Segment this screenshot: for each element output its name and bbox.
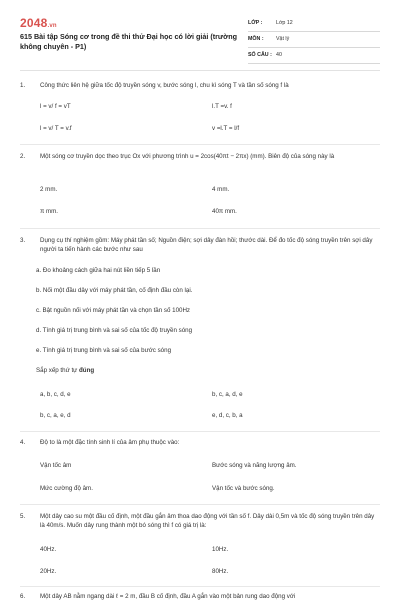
question-divider — [20, 144, 380, 145]
option-b[interactable]: 4 mm. — [212, 186, 230, 193]
question-number: 4. — [20, 439, 26, 446]
question-number: 6. — [20, 593, 26, 600]
meta-row-subject — [248, 32, 380, 48]
meta-value: Lớp 12 — [276, 20, 293, 26]
meta-row-count — [248, 48, 380, 64]
question-divider — [20, 504, 380, 505]
order-prompt — [36, 367, 94, 374]
meta-value: Vật lý — [276, 36, 290, 42]
question-number: 5. — [20, 513, 26, 520]
option-c[interactable]: Mức cường độ âm. — [40, 485, 93, 492]
option-c[interactable]: b, c, a, e, d — [40, 412, 71, 419]
step-a: a. Đo khoảng cách giữa hai nút liền tiếp 5 lần — [36, 267, 161, 274]
question-divider — [20, 431, 380, 432]
question-stem: Công thức liên hệ giữa tốc độ truyền sóng v, bước sóng l, chu kì sóng T và tần số sóng f là — [40, 82, 289, 89]
option-d[interactable]: v =l.T = l/f — [212, 125, 240, 132]
option-c[interactable]: l = v/ T = v.f — [40, 125, 72, 132]
step-c: c. Bật nguồn nối với máy phát tần và chọn tần số 100Hz — [36, 307, 191, 314]
question-number: 3. — [20, 237, 26, 244]
header-divider — [20, 70, 380, 71]
question-number: 2. — [20, 153, 26, 160]
step-e: e. Tính giá trị trung bình và sai số của bước sóng — [36, 347, 172, 354]
step-d: d. Tính giá trị trung bình và sai số của tốc độ truyền sóng — [36, 327, 193, 334]
meta-key: LỚP : — [248, 20, 263, 26]
option-d[interactable]: e, d, c, b, a — [212, 412, 243, 419]
question-stem: Độ to là một đặc tính sinh lí của âm phụ thuộc vào: — [40, 439, 180, 446]
option-b[interactable]: 10Hz. — [212, 546, 229, 553]
question-stem: Một dây cao su một đầu cố định, một đầu gắn âm thoa dao động với tần số f. Dây dài 0,5m và tốc độ sóng truyền trên dây là 40m/s. Muốn dây rung thành một bó sóng thì f có giá trị là: — [40, 513, 375, 529]
option-d[interactable]: Vận tốc và bước sóng. — [212, 485, 275, 492]
order-prompt-prefix: Sắp xếp thứ tự — [36, 367, 80, 374]
meta-value: 40 — [276, 52, 282, 58]
question-divider — [20, 586, 380, 587]
option-d[interactable]: 40π mm. — [212, 208, 237, 215]
order-prompt-bold: đúng — [79, 367, 95, 374]
meta-key: MÔN : — [248, 36, 264, 42]
option-a[interactable]: l = v/ f = vT — [40, 103, 71, 110]
option-b[interactable]: l.T =v. f — [212, 103, 232, 110]
option-a[interactable]: a, b, c, d, e — [40, 391, 71, 398]
question-number: 1. — [20, 82, 26, 89]
document-header — [20, 16, 380, 62]
question-divider — [20, 228, 380, 229]
option-c[interactable]: π mm. — [40, 208, 59, 215]
logo-main: 2048 — [20, 16, 48, 30]
question-stem: Một sóng cơ truyền dọc theo trục Ox với phương trình u = 2cos(40πt − 2πx) (mm). Biên độ của sóng này là — [40, 153, 335, 160]
question-stem: Dụng cụ thí nghiệm gồm: Máy phát tần số; Nguồn điện; sợi dây đàn hồi; thước dài. Để đo tốc độ sóng truyền trên sợi dây người ta tiến hành các bước như sau — [40, 237, 373, 253]
option-b[interactable]: b, c, a, d, e — [212, 391, 243, 398]
option-a[interactable]: 40Hz. — [40, 546, 57, 553]
step-b: b. Nối một đầu dây với máy phát tần, cố định đầu còn lại. — [36, 287, 193, 294]
option-a[interactable]: 2 mm. — [40, 186, 58, 193]
meta-table — [248, 16, 380, 64]
option-a[interactable]: Vận tốc âm — [40, 462, 72, 469]
option-c[interactable]: 20Hz. — [40, 568, 57, 575]
site-logo[interactable] — [20, 16, 57, 30]
document-title: 615 Bài tập Sóng cơ trong đề thi thử Đại học có lời giải (trường không chuyên - P1) — [20, 32, 238, 51]
question-stem: Một dây AB nằm ngang dài ℓ = 2 m, đầu B cố định, đầu A gắn vào một bản rung dao động với — [40, 593, 296, 600]
meta-key: SỐ CÂU : — [248, 52, 272, 58]
option-d[interactable]: 80Hz. — [212, 568, 229, 575]
logo-suffix: .vn — [47, 23, 57, 29]
option-b[interactable]: Bước sóng và năng lượng âm. — [212, 462, 297, 469]
meta-row-class — [248, 16, 380, 32]
